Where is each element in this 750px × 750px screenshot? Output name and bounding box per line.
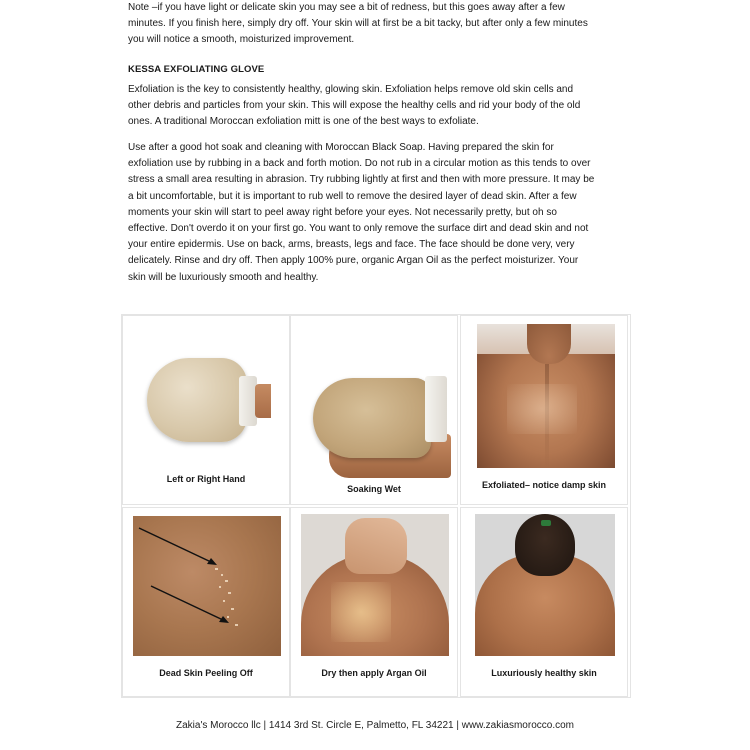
healthy-back-photo (475, 514, 615, 656)
photo-cell-soaking (290, 315, 458, 505)
mitt-photo (141, 350, 271, 450)
caption-soaking: Soaking Wet (347, 484, 401, 494)
hair-tie (541, 520, 551, 526)
photo-cell-peeling (122, 507, 290, 697)
mitt-glove (147, 358, 247, 442)
arrow-line-1 (139, 528, 211, 562)
section-heading: KESSA EXFOLIATING GLOVE (128, 64, 265, 75)
wet-mitt-photo (305, 368, 451, 478)
caption-exfoliated: Exfoliated– notice damp skin (481, 480, 607, 490)
wet-mitt-glove (313, 378, 431, 458)
photo-cell-exfoliated (460, 315, 628, 505)
caption-peeling: Dead Skin Peeling Off (159, 668, 253, 678)
wet-mitt-cuff (425, 376, 447, 442)
photo-cell-healthy (460, 507, 628, 697)
oil-sheen (331, 582, 391, 642)
photo-cell-hand (122, 315, 290, 505)
exfoliated-back-photo (477, 324, 615, 468)
damp-shine (507, 384, 577, 434)
footer-address: Zakia's Morocco llc | 1414 3rd St. Circle E, Palmetto, FL 34221 | www.zakiasmorocco.com (176, 720, 574, 731)
wrist (255, 384, 271, 418)
arrow-line-2 (151, 586, 223, 620)
peeling-skin-photo (133, 516, 281, 656)
usage-paragraph: Use after a good hot soak and cleaning with Moroccan Black Soap. Having prepared the skin for exfoliation use by rubbing in a back and forth motion. Do not rub in a circular motion as this tends to over stress a small area resulting in abrasion. Try rubbing lightly at first and then with more pressure. It may be a bit uncomfortable, but it is important to rub well to remove the desired layer of dead skin. After a few moments your skin will start to peel away right before your eyes. Not necessarily pretty, but oh so effective. Don't overdo it on your first go. You want to only remove the surface dirt and dead skin and not your entire epidermis. Use on back, arms, breasts, legs and face. The face should be done very, very delicately. Rinse and dry off. Then apply 100% pure, organic Argan Oil as the perfect moisturizer. Your skin will be luxuriously smooth and healthy. (128, 142, 595, 283)
photo-grid (121, 314, 631, 698)
caption-healthy: Luxuriously healthy skin (491, 668, 597, 678)
exfoliation-paragraph: Exfoliation is the key to consistently healthy, glowing skin. Exfoliation helps remove old skin cells and other debris and particles from your skin. This will expose the healthy cells and rid your body of the old ones. A traditional Moroccan exfoliation mitt is one of the best ways to exfoliate. (128, 84, 581, 128)
photo-cell-argan (290, 507, 458, 697)
argan-oil-photo (301, 514, 449, 656)
note-paragraph: Note –if you have light or delicate skin you may see a bit of redness, but this goes away after a few minutes. If you finish here, simply dry off. Your skin will at first be a bit tacky, but after only a few minutes you will notice a smooth, moisturized improvement. (128, 2, 588, 46)
caption-argan: Dry then apply Argan Oil (321, 668, 427, 678)
arrow-annotations (133, 516, 281, 656)
caption-hand: Left or Right Hand (166, 474, 246, 484)
applying-hand (345, 518, 407, 574)
neck (527, 324, 571, 364)
